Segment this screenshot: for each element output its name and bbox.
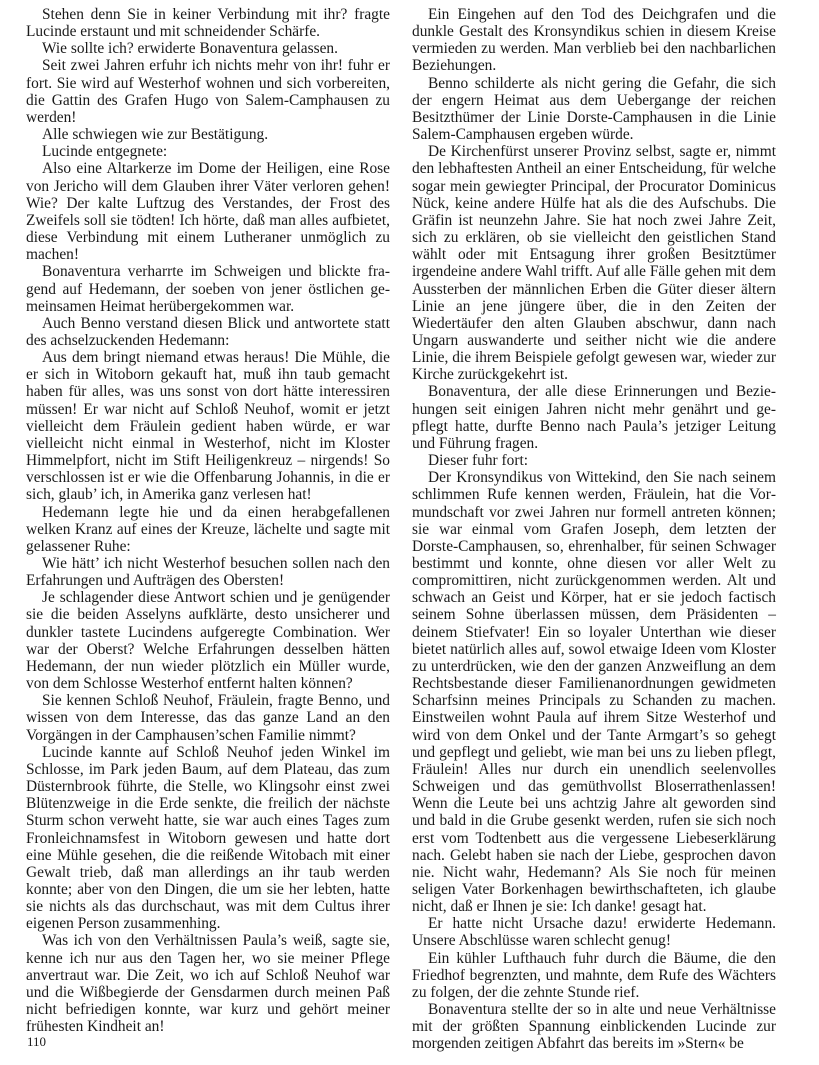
- paragraph: Alle schwiegen wie zur Bestätigung.: [42, 126, 269, 144]
- paragraph: Benno schilderte als nicht gering die Gefahr, die sich der engern Heimat aus dem Uebergange der reichen Besitzthümer der Linie Dorste-Camphausen in die Linie Salem-Camphausen ergeben würde.: [412, 74, 776, 144]
- paragraph: Ein kühler Lufthauch fuhr durch die Bäume, die den Friedhof begrenzten, und mahnte, dem Rufe des Wächters zu folgen, der die zehnte Stunde rief.: [412, 949, 776, 1001]
- paragraph: Ein Eingehen auf den Tod des Deichgrafen und die dunkle Gestalt des Kronsyndikus schien in diesem Kreise vermieden zu werden. Man verblieb bei den nachbarlichen Beziehungen.: [412, 6, 776, 75]
- paragraph: Sie kennen Schloß Neuhof, Fräulein, fragte Benno, und wissen von dem Interesse, das das ganze Land an den Vorgängen in der Camphausen’schen Familie nimmt?: [26, 692, 390, 744]
- paragraph: Je schlagender diese Antwort schien und je genügender sie die beiden Asselyns aufklärte, desto unsicherer und dunkler tastete Lucindens aufgeregte Combination. Wer war der Oberst? Welche Erfahrungen desselben hätten Hedemann, der nun wieder plötzlich ein Müller wurde, von dem Schlosse Westerhof entfernt halten können?: [26, 589, 390, 693]
- paragraph: Dieser fuhr fort:: [428, 452, 529, 470]
- paragraph: Auch Benno verstand diesen Blick und antwortete statt des achselzuckenden Hedemann:: [26, 314, 390, 349]
- paragraph: Stehen denn Sie in keiner Verbindung mit ihr? fragte Lucinde erstaunt und mit schneidender Schärfe.: [26, 6, 390, 41]
- paragraph: Seit zwei Jahren erfuhr ich nichts mehr von ihr! fuhr er fort. Sie wird auf Westerhof wohnen und sich vorbereiten, die Gattin des Grafen Hugo von Salem-Camphausen zu werden!: [26, 57, 390, 126]
- paragraph: Hedemann legte hie und da einen herabgefallenen welken Kranz auf eines der Kreuze, lächelte und sagte mit gelassener Ruhe:: [26, 503, 390, 555]
- paragraph: Lucinde entgegnete:: [42, 143, 168, 161]
- paragraph: Was ich von den Verhältnissen Paula’s weiß, sagte sie, kenne ich nur aus den Tagen her, wo sie meiner Pflege anvertraut war. Die Zeit, wo ich auf Schloß Neuhof war und die Wißbegierde der Gensdarmen durch meinen Paß nicht befriedigen konnte, war kurz und gehört meiner frühesten Kindheit an!: [26, 932, 390, 1036]
- paragraph: Bonaventura, der alle diese Erinnerungen und Beziehungen seit einigen Jahren nicht mehr genährt und gepflegt hatte, durfte Benno nach Paula’s jetziger Leitung und Führung fragen.: [412, 383, 776, 452]
- paragraph: De Kirchenfürst unserer Provinz selbst, sagte er, nimmt den lebhaftesten Antheil an einer Entscheidung, für welche sogar mein gewiegter Principal, der Procurator Dominicus Nück, keine andere Hülfe hat als die des Aufschubs. Die Gräfin ist neunzehn Jahre. Sie hat noch zwei Jahre Zeit, sich zu erklären, ob sie vielleicht den geistlichen Stand wählt oder mit Entsagung ihrer großen Besitztümer irgendeine andere Wahl trifft. Auf alle Fälle gehen mit dem Aussterben der männlichen Erben die Güter dieser ältern Linie an jene jüngere über, die in den Zeiten der Wiedertäufer den alten Glauben abschwur, dann nach Ungarn auswanderte und seither nicht wie die andere Linie, die ihrem Beispiele gefolgt gewesen war, wieder zur Kirche zurückgekehrt ist.: [412, 143, 776, 384]
- page-number: 110: [27, 1034, 47, 1049]
- paragraph: Der Kronsyndikus von Wittekind, den Sie nach seinem schlimmen Rufe kennen werden, Fräulein, hat die Vormundschaft vor zwei Jahren nur formell antreten können; sie war einmal vom Grafen Joseph, dem letzten der Dorste-Camphausen, so, ehrenhalber, für seinen Schwager bestimmt und konnte, ohne diesen vor aller Welt zu compromittiren, nicht zurückgenommen werden. Alt und schwach an Geist und Körper, hat er sie jedoch factisch seinem Sohne überlassen müssen, dem Präsidenten – deinem Stiefvater! Ein so loyaler Unterthan wie dieser bietet natürlich alles auf, sowol etwaige Ideen vom Kloster zu unterdrücken, wie den der ganzen Anzweiflung an dem Rechtsbestande dieser Familienanordnungen gewidmeten Scharfsinn meines Principals zu Schanden zu machen. Einstweilen wohnt Paula auf ihrem Sitze Westerhof und wird von dem Onkel und der Tante Armgart’s so gehegt und gepflegt und geliebt, wie man bei uns zu lieben pflegt, Fräulein! Alles nur durch ein unendlich seelenvolles Schweigen und das gemüthvollst Bloserrathenlassen! Wenn die Leute bei uns achtzig Jahre alt geworden sind und bald in die Grube gesenkt werden, rufen sie sich noch erst vom Todtenbett aus die vergessene Liebeserklärung nach. Gelebt haben sie nach der Liebe, gesprochen davon nie. Nicht wahr, Hedemann? Als Sie noch für meinen seligen Vater Borkenhagen bewirthschafteten, ich glaube nicht, daß er Ihnen je sie: Ich danke! gesagt hat.: [412, 469, 776, 916]
- paragraph: Lucinde kannte auf Schloß Neuhof jeden Winkel im Schlosse, im Park jeden Baum, auf dem Plateau, das zum Düsternbrook führte, die Stelle, wo Klingsohr einst zwei Blütenzweige in die Erde senkte, die freilich der nächste Sturm schon verweht hatte, sie war auch eines Tages zum Fronleichnamsfest in Witoborn gewesen und hatte dort eine Mühle gesehen, die die reißende Witobach mit einer Gewalt trieb, daß man allerdings an ihr taub werden konnte; aber von den Dingen, die um sie her lebten, hatte sie nichts als das durchschaut, was mit dem Cultus ihrer eigenen Person zusammenhing.: [26, 743, 390, 933]
- paragraph: Er hatte nicht Ursache dazu! erwiderte Hedemann. Unsere Abschlüsse waren schlecht genug!: [412, 915, 776, 950]
- paragraph: Aus dem bringt niemand etwas heraus! Die Mühle, die er sich in Witoborn gekauft hat, muß ihn taub gemacht haben für alles, was uns sonst von dort hätte interessiren müssen! Er war nicht auf Schloß Neuhof, womit er jetzt vielleicht dem Fräulein gedient haben würde, er war vielleicht nicht einmal in Westerhof, nicht im Kloster Himmelpfort, nicht im Stift Heiligenkreuz – nirgends! So verschlossen ist er wie die Offenbarung Johannis, in die er sich, glaub’ ich, in Amerika ganz verlesen hat!: [26, 349, 390, 504]
- paragraph: Wie hätt’ ich nicht Westerhof besuchen sollen nach den Erfahrungen und Aufträgen des Obersten!: [26, 555, 390, 590]
- paragraph: Bonaventura verharrte im Schweigen und blickte fragend auf Hedemann, der soeben von jener östlichen gemeinsamen Heimat herübergekommen war.: [26, 263, 390, 315]
- left-column: [26, 6, 390, 1035]
- right-column: [412, 6, 776, 1053]
- paragraph: Bonaventura stellte der so in alte und neue Verhältnisse mit der größten Spannung einblickenden Lucinde zur morgenden zeitigen Abfahrt das bereits im »Stern« be: [412, 1001, 776, 1053]
- paragraph: Wie sollte ich? erwiderte Bonaventura gelassen.: [42, 40, 338, 58]
- paragraph: Also eine Altarkerze im Dome der Heiligen, eine Rose von Jericho will dem Glauben ihrer Väter verloren gehen! Wie? Der kalte Luftzug des Verstandes, der Frost des Zweifels soll sie tödten! Ich hörte, daß man alles aufbietet, diese Verbindung mit einem Lutheraner unmöglich zu machen!: [26, 160, 390, 264]
